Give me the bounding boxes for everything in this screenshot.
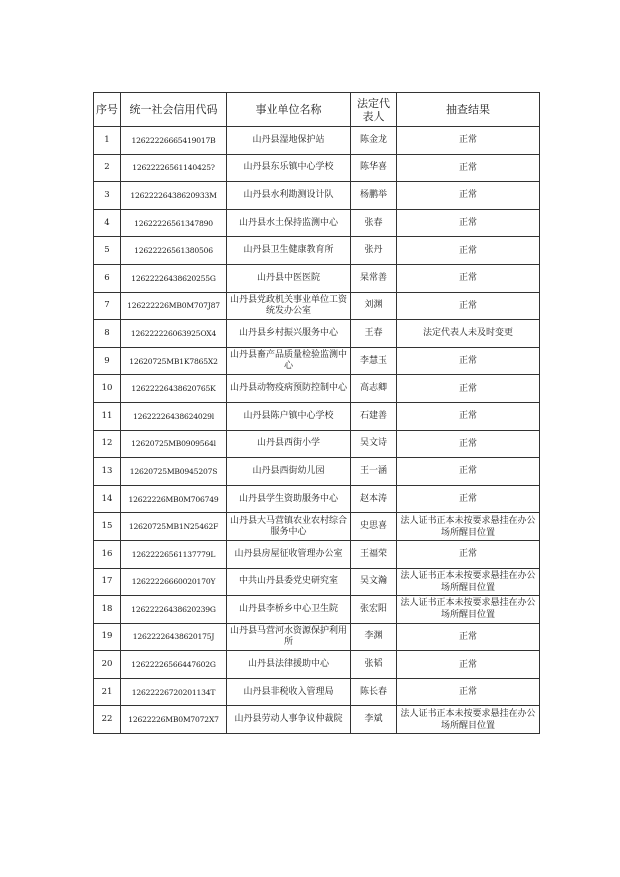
row-index: 11 <box>94 402 121 430</box>
table-row <box>94 430 540 458</box>
row-unit-name: 山丹县法律援助中心 <box>227 651 351 679</box>
row-index: 8 <box>94 320 121 348</box>
table-row <box>94 182 540 210</box>
table-row <box>94 402 540 430</box>
table-row <box>94 264 540 292</box>
row-credit-code: 12622226438620765K <box>121 375 227 403</box>
table-row <box>94 596 540 624</box>
table-row <box>94 651 540 679</box>
table-row <box>94 485 540 513</box>
row-credit-code: 12622226438624029l <box>121 402 227 430</box>
row-credit-code: 12622226438620255G <box>121 264 227 292</box>
row-unit-name: 山丹县卫生健康教育所 <box>227 237 351 265</box>
row-legal-rep: 陈金龙 <box>351 127 397 155</box>
row-result: 正常 <box>397 182 540 210</box>
row-credit-code: 12620725MB1N25462F <box>121 513 227 541</box>
row-credit-code: 12622226561137779L <box>121 540 227 568</box>
row-result: 正常 <box>397 375 540 403</box>
table-row <box>94 154 540 182</box>
row-result: 正常 <box>397 237 540 265</box>
row-credit-code: 126222226MB0M707J87 <box>121 292 227 320</box>
row-result: 正常 <box>397 458 540 486</box>
row-unit-name: 山丹县李桥乡中心卫生院 <box>227 596 351 624</box>
row-result: 正常 <box>397 430 540 458</box>
row-unit-name: 山丹县动物疫病预防控制中心 <box>227 375 351 403</box>
row-index: 10 <box>94 375 121 403</box>
table-row <box>94 292 540 320</box>
row-result: 正常 <box>397 402 540 430</box>
row-index: 18 <box>94 596 121 624</box>
row-unit-name: 山丹县学生资助服务中心 <box>227 485 351 513</box>
row-legal-rep: 刘渊 <box>351 292 397 320</box>
table-row <box>94 678 540 706</box>
header-result: 抽查结果 <box>397 93 540 127</box>
row-unit-name: 山丹县大马营镇农业农村综合服务中心 <box>227 513 351 541</box>
row-legal-rep: 李慧玉 <box>351 347 397 375</box>
row-index: 12 <box>94 430 121 458</box>
row-legal-rep: 吴文瀚 <box>351 568 397 596</box>
row-result: 正常 <box>397 209 540 237</box>
row-unit-name: 山丹县乡村振兴服务中心 <box>227 320 351 348</box>
row-legal-rep: 李斌 <box>351 706 397 734</box>
table-row <box>94 237 540 265</box>
row-legal-rep: 张韬 <box>351 651 397 679</box>
row-result: 法人证书正本未按要求悬挂在办公场所醒目位置 <box>397 706 540 734</box>
row-legal-rep: 王一涵 <box>351 458 397 486</box>
row-index: 13 <box>94 458 121 486</box>
row-credit-code: 12620725MB0909564l <box>121 430 227 458</box>
row-unit-name: 中共山丹县委党史研究室 <box>227 568 351 596</box>
row-credit-code: 12622226665419017B <box>121 127 227 155</box>
row-unit-name: 山丹县陈户镇中心学校 <box>227 402 351 430</box>
row-credit-code: 12622226566447602G <box>121 651 227 679</box>
row-credit-code: 12622226MB0M706749 <box>121 485 227 513</box>
row-unit-name: 山丹县马营河水资源保护利用所 <box>227 623 351 651</box>
row-legal-rep: 吴文诗 <box>351 430 397 458</box>
table-row <box>94 540 540 568</box>
table-row <box>94 375 540 403</box>
row-legal-rep: 赵本涛 <box>351 485 397 513</box>
row-unit-name: 山丹县东乐镇中心学校 <box>227 154 351 182</box>
row-index: 20 <box>94 651 121 679</box>
row-result: 法人证书正本未按要求悬挂在办公场所醒目位置 <box>397 596 540 624</box>
row-index: 7 <box>94 292 121 320</box>
row-legal-rep: 陈华喜 <box>351 154 397 182</box>
table-row <box>94 623 540 651</box>
row-credit-code: 12622226438620239G <box>121 596 227 624</box>
header-unit-name: 事业单位名称 <box>227 93 351 127</box>
row-legal-rep: 史思喜 <box>351 513 397 541</box>
row-result: 正常 <box>397 264 540 292</box>
row-result: 法定代表人未及时变更 <box>397 320 540 348</box>
row-legal-rep: 陈长春 <box>351 678 397 706</box>
row-credit-code: 12622226720201134T <box>121 678 227 706</box>
row-unit-name: 山丹县西街小学 <box>227 430 351 458</box>
row-index: 19 <box>94 623 121 651</box>
header-legal-rep: 法定代表人 <box>351 93 397 127</box>
row-legal-rep: 王福荣 <box>351 540 397 568</box>
row-result: 法人证书正本未按要求悬挂在办公场所醒目位置 <box>397 568 540 596</box>
row-credit-code: 126222226063925OX4 <box>121 320 227 348</box>
row-index: 2 <box>94 154 121 182</box>
header-index: 序号 <box>94 93 121 127</box>
row-result: 正常 <box>397 127 540 155</box>
table-row <box>94 568 540 596</box>
row-legal-rep: 高志卿 <box>351 375 397 403</box>
row-credit-code: 12622226MB0M7072X7 <box>121 706 227 734</box>
row-credit-code: 12622226561380506 <box>121 237 227 265</box>
row-credit-code: 12620725MB0945207S <box>121 458 227 486</box>
row-index: 4 <box>94 209 121 237</box>
row-result: 正常 <box>397 623 540 651</box>
row-index: 3 <box>94 182 121 210</box>
row-legal-rep: 石建善 <box>351 402 397 430</box>
row-legal-rep: 张丹 <box>351 237 397 265</box>
row-credit-code: 12622226438620933M <box>121 182 227 210</box>
row-index: 22 <box>94 706 121 734</box>
row-unit-name: 山丹县西街幼儿园 <box>227 458 351 486</box>
row-legal-rep: 张宏阳 <box>351 596 397 624</box>
row-index: 14 <box>94 485 121 513</box>
row-index: 15 <box>94 513 121 541</box>
row-unit-name: 山丹县非税收入管理局 <box>227 678 351 706</box>
table-body <box>94 127 540 734</box>
table-row <box>94 706 540 734</box>
row-unit-name: 山丹县党政机关事业单位工资统发办公室 <box>227 292 351 320</box>
row-legal-rep: 杨鹏举 <box>351 182 397 210</box>
row-result: 正常 <box>397 678 540 706</box>
table-row <box>94 209 540 237</box>
row-legal-rep: 王春 <box>351 320 397 348</box>
row-index: 9 <box>94 347 121 375</box>
row-credit-code: 12622226660020170Y <box>121 568 227 596</box>
row-credit-code: 12622226438620175J <box>121 623 227 651</box>
row-legal-rep: 李渊 <box>351 623 397 651</box>
row-result: 法人证书正本未按要求悬挂在办公场所醒目位置 <box>397 513 540 541</box>
row-result: 正常 <box>397 154 540 182</box>
row-unit-name: 山丹县水利勘测设计队 <box>227 182 351 210</box>
table-row <box>94 513 540 541</box>
row-legal-rep: 张春 <box>351 209 397 237</box>
row-unit-name: 山丹县畜产品质量检验监测中心 <box>227 347 351 375</box>
row-result: 正常 <box>397 485 540 513</box>
header-credit-code: 统一社会信用代码 <box>121 93 227 127</box>
row-index: 6 <box>94 264 121 292</box>
row-legal-rep: 杲常善 <box>351 264 397 292</box>
row-result: 正常 <box>397 651 540 679</box>
table-row <box>94 127 540 155</box>
row-unit-name: 山丹县劳动人事争议仲裁院 <box>227 706 351 734</box>
row-index: 17 <box>94 568 121 596</box>
row-index: 5 <box>94 237 121 265</box>
row-credit-code: 12620725MB1K7865X2 <box>121 347 227 375</box>
row-unit-name: 山丹县中医医院 <box>227 264 351 292</box>
row-unit-name: 山丹县水土保持监测中心 <box>227 209 351 237</box>
table-row <box>94 320 540 348</box>
row-result: 正常 <box>397 347 540 375</box>
spot-check-table <box>93 92 540 734</box>
table-row <box>94 458 540 486</box>
row-index: 21 <box>94 678 121 706</box>
row-index: 1 <box>94 127 121 155</box>
table-header-row <box>94 93 540 127</box>
row-unit-name: 山丹县房屋征收管理办公室 <box>227 540 351 568</box>
row-credit-code: 12622226561140425? <box>121 154 227 182</box>
row-credit-code: 12622226561347890 <box>121 209 227 237</box>
row-result: 正常 <box>397 540 540 568</box>
row-result: 正常 <box>397 292 540 320</box>
row-index: 16 <box>94 540 121 568</box>
table-row <box>94 347 540 375</box>
row-unit-name: 山丹县湿地保护站 <box>227 127 351 155</box>
